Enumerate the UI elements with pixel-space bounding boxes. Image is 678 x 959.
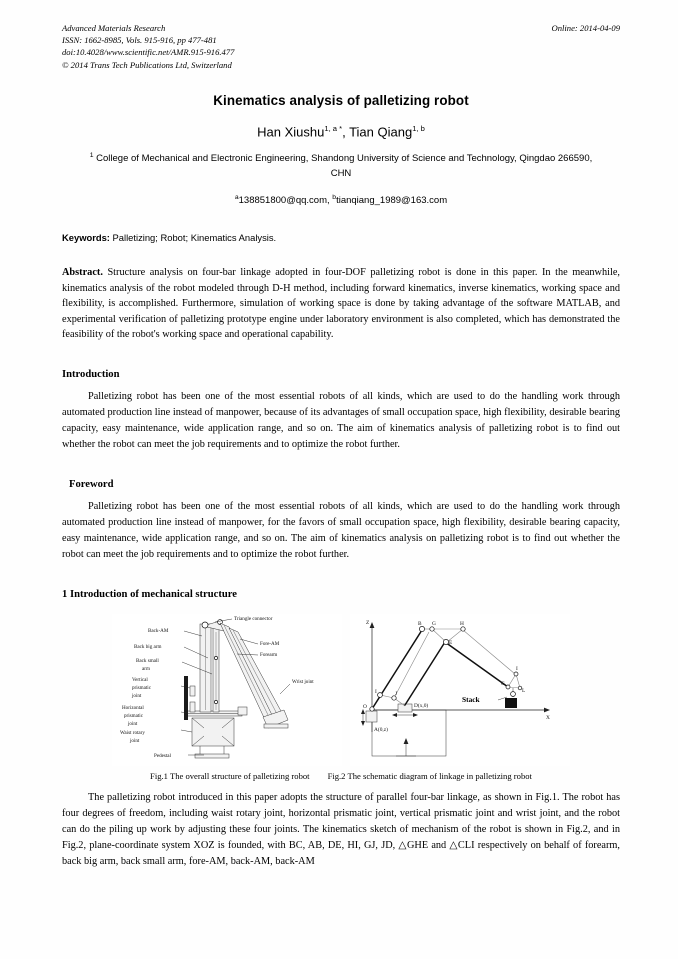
author-1-superscript: 1, a * — [324, 123, 343, 133]
figure-2-point-g: G — [432, 620, 436, 627]
affiliation — [62, 151, 620, 182]
figure-1-label-back-am: Back-AM — [148, 627, 169, 634]
affiliation-marker: 1 — [89, 152, 94, 160]
waist-rotary-joint-drawing — [192, 718, 234, 746]
figure-2-axis-z-label: Z — [366, 619, 370, 626]
section-heading-foreword: Foreword — [69, 478, 114, 490]
figure-1-label-horizontal-line2: prismatic — [124, 712, 143, 719]
page-content — [62, 22, 620, 869]
figure-1-caption: Fig.1 The overall structure of palletizing robot — [150, 770, 310, 781]
author-name-1: Han Xiushu — [257, 124, 325, 140]
figure-2-point-l: L — [522, 687, 526, 694]
figure-1 — [112, 614, 342, 766]
keywords-value: Palletizing; Robot; Kinematics Analysis. — [109, 231, 277, 243]
journal-doi: doi:10.4028/www.scientific.net/AMR.915-916.477 — [62, 47, 235, 58]
stack-block — [505, 698, 517, 708]
figure-1-label-wrist-joint: Wrist joint — [292, 678, 314, 685]
journal-copyright: © 2014 Trans Tech Publications Ltd, Switzerland — [62, 59, 232, 70]
figure-1-label-back-small-arm-line2: arm — [142, 665, 150, 672]
figure-2-point-c: C — [501, 680, 505, 687]
section-paragraph-introduction: Palletizing robot has been one of the most essential robots of all kinds, which are used to do the handling work through automated production line instead of manpower, because of its advantages of small occupation space, high flexibility, desirable bearing capacity, easy maintenance, wide application range, and so on. The aim of kinematics analysis of palletizing robot is to find out whether the robot can meet the job requirements and to optimize the robot further. — [62, 391, 620, 450]
figure-1-label-vertical-line1: Vertical — [132, 676, 148, 683]
figure-captions — [62, 771, 620, 781]
email-a[interactable]: 138851800@qq.com, — [238, 194, 333, 206]
figure-2-point-e: E — [449, 639, 453, 646]
figure-2 — [350, 614, 570, 766]
journal-issn-volume: ISSN: 1662-8985, Vols. 915-916, pp 477-481 — [62, 35, 217, 46]
figure-2-drawing — [350, 614, 570, 766]
figure-row — [62, 614, 620, 766]
email-b-marker: b — [332, 193, 337, 201]
section-paragraph-foreword: Palletizing robot has been one of the most essential robots of all kinds, which are used to do the handling work through automated production line instead of manpower, for the favors of small occupation space, high flexibility, desirable bearing capacity, easy maintenance, wide application range, and so on. The aim of kinematics analysis on palletizing robot is to find out whether the robot can meet the job requirements and to optimize the robot further. — [62, 500, 620, 560]
journal-name: Advanced Materials Research — [62, 23, 166, 33]
author-list — [62, 124, 620, 139]
figure-2-point-h: H — [460, 620, 464, 627]
section-heading-mechanical-structure: 1 Introduction of mechanical structure — [62, 588, 237, 600]
figure-1-label-triangle-connector: Triangle connector — [234, 615, 273, 622]
figure-2-point-i-low: I — [375, 688, 377, 695]
figure-2-point-o: O — [363, 703, 367, 710]
figure-1-label-horizontal-line3: joint — [128, 720, 138, 727]
figure-1-label-fore-am: Fore-AM — [260, 640, 280, 647]
abstract-text: Structure analysis on four-bar linkage adopted in four-DOF palletizing robot is done in this paper. In the meanwhile, kinematics analysis of the robot modeled through D-H method, including forward kinematics, inverse kinematics, working space and flexibility, is accomplished. Furthermore, simulation of working space is done by taking advantage of the software MATLAB, and experimental verification of palletizing prototype engine under laboratory environment is also completed, which has demonstrated the feasibility of the robot's working space and operational capability. — [62, 266, 620, 341]
figure-2-caption: Fig.2 The schematic diagram of linkage in palletizing robot — [327, 770, 532, 781]
author-2-superscript: 1, b — [412, 123, 425, 133]
figure-1-label-back-small-arm-line1: Back small — [136, 657, 159, 664]
figure-1-label-pedestal: Pedestal — [154, 752, 171, 759]
figure-1-label-vertical-line2: prismatic — [132, 684, 151, 691]
section-paragraph-mechanical-structure: The palletizing robot introduced in this paper adopts the structure of parallel four-bar linkage, as shown in Fig.1. The robot has four degrees of freedom, including waist rotary joint, horizontal prismatic joint, vertical prismatic joint and wrist joint, and the robot can do the piling up work by adjusting these four joints. The kinematics sketch of mechanism of the robot is shown in Fig.2, and in Fig.2, plane-coordinate system XOZ is founded, with BC, AB, DE, HI, GJ, JD, △GHE and △CLI respectively on behalf of forearm, back big arm, back small arm, fore-AM, back-AM, back-AM — [62, 791, 620, 867]
author-name-2: Tian Qiang — [349, 124, 413, 140]
figure-2-point-i-right: I — [516, 665, 518, 672]
keywords-label: Keywords: — [62, 231, 110, 243]
figure-2-point-b: B — [418, 620, 422, 627]
abstract — [62, 265, 620, 343]
abstract-label: Abstract. — [62, 266, 103, 278]
author-emails — [62, 194, 620, 206]
keywords-line — [62, 232, 620, 243]
email-b[interactable]: tianqiang_1989@163.com — [336, 194, 448, 206]
page-title: Kinematics analysis of palletizing robot — [213, 92, 469, 108]
figure-1-label-back-big-arm: Back big arm — [134, 643, 162, 650]
section-heading-introduction: Introduction — [62, 369, 120, 381]
figure-1-label-horizontal-line1: Horizontal — [122, 704, 144, 711]
figure-1-label-waist-line2: joint — [130, 737, 140, 744]
figure-1-label-vertical-line3: joint — [132, 692, 142, 699]
figure-2-point-j: J — [395, 690, 398, 697]
figure-2-point-a: A(0,z) — [374, 726, 388, 733]
journal-header — [62, 22, 620, 71]
email-a-marker: a — [234, 193, 239, 201]
figure-1-label-waist-line1: Waist rotary — [120, 729, 145, 736]
figure-1-label-forearm: Forearm — [260, 651, 278, 658]
figure-2-axis-x-label: X — [546, 714, 550, 721]
figure-1-drawing — [112, 614, 342, 766]
online-date: Online: 2014-04-09 — [551, 23, 620, 33]
figure-2-stack-label: Stack — [462, 694, 480, 704]
author-separator: , — [342, 124, 350, 140]
affiliation-text: College of Mechanical and Electronic Engineering, Shandong University of Science and Technology, Qingdao 266590, CHN — [93, 153, 593, 180]
figure-2-point-d: D(x,0) — [414, 702, 429, 709]
